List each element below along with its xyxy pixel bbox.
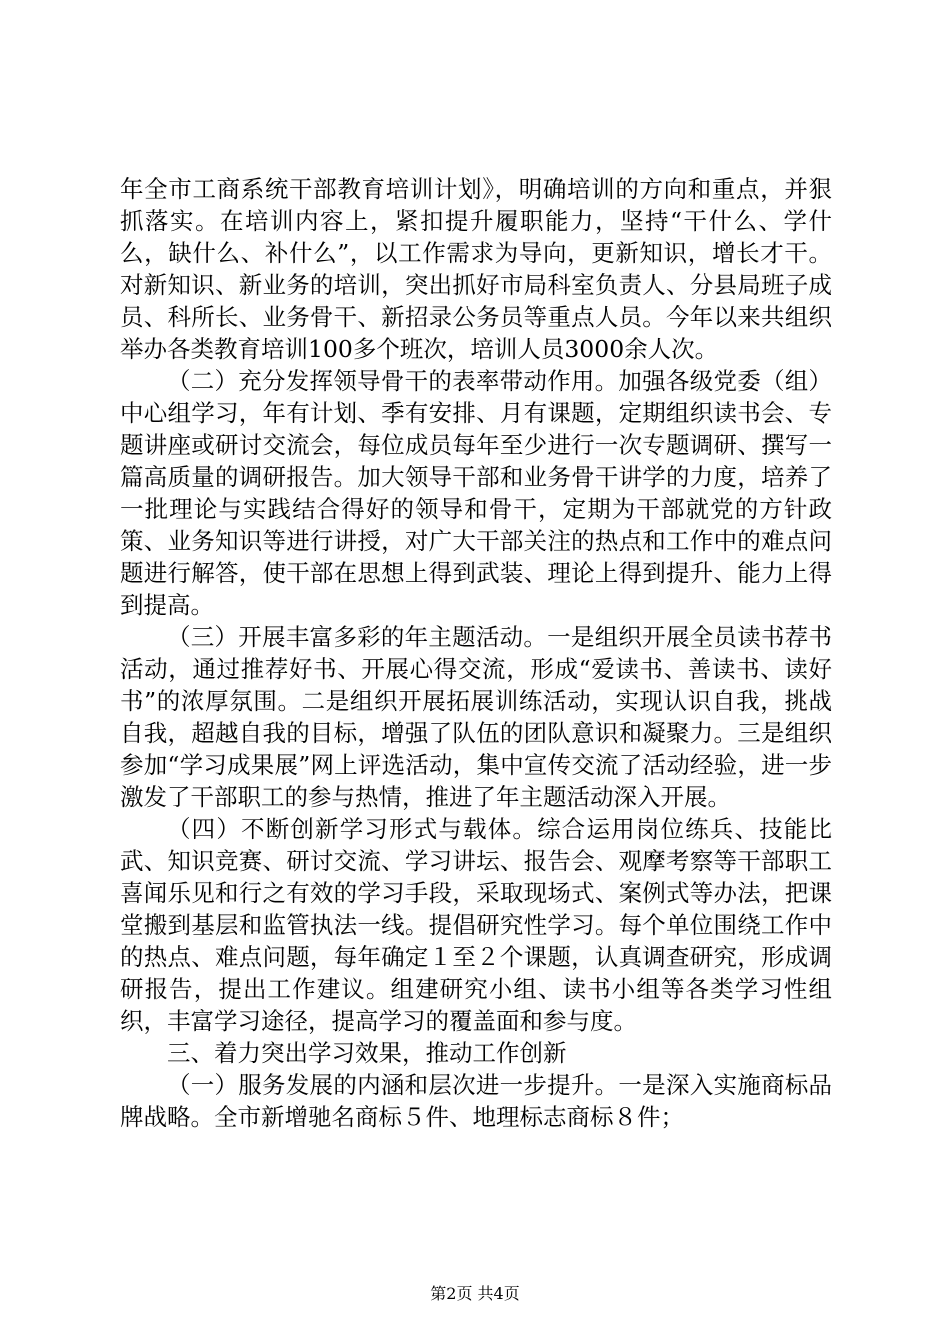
paragraph-section-4: （四）不断创新学习形式与载体。综合运用岗位练兵、技能比武、知识竞赛、研讨交流、学习讲坛、报告会、观摩考察等干部职工喜闻乐见和行之有效的学习手段，采取现场式、案例式等办法，把课堂搬到基层和监管执法一线。提倡研究性学习。每个单位围绕工作中的热点、难点问题，每年确定１至２个课题，认真调查研究，形成调研报告，提出工作建议。组建研究小组、读书小组等各类学习性组织，丰富学习途径，提高学习的覆盖面和参与度。 <box>120 815 832 1035</box>
document-body <box>120 173 832 1133</box>
page-footer: 第2页 共4页 <box>430 1284 520 1303</box>
section-heading: 三、着力突出学习效果，推动工作创新 <box>167 1039 567 1067</box>
paragraph-subsection-1: （一）服务发展的内涵和层次进一步提升。一是深入实施商标品牌战略。全市新增驰名商标５件、地理标志商标８件； <box>120 1071 832 1131</box>
paragraph-section-3: （三）开展丰富多彩的年主题活动。一是组织开展全员读书荐书活动，通过推荐好书、开展心得交流，形成“爱读书、善读书、读好书”的浓厚氛围。二是组织开展拓展训练活动，实现认识自我，挑战自我，超越自我的目标，增强了队伍的团队意识和凝聚力。三是组织参加“学习成果展”网上评选活动，集中宣传交流了活动经验，进一步激发了干部职工的参与热情，推进了年主题活动深入开展。 <box>120 623 832 811</box>
paragraph-section-2: （二）充分发挥领导骨干的表率带动作用。加强各级党委（组）中心组学习，年有计划、季有安排、月有课题，定期组织读书会、专题讲座或研讨交流会，每位成员每年至少进行一次专题调研、撰写一篇高质量的调研报告。加大领导干部和业务骨干讲学的力度，培养了一批理论与实践结合得好的领导和骨干，定期为干部就党的方针政策、业务知识等进行讲授，对广大干部关注的热点和工作中的难点问题进行解答，使干部在思想上得到武装、理论上得到提升、能力上得到提高。 <box>120 367 832 619</box>
paragraph-continuation: 年全市工商系统干部教育培训计划》，明确培训的方向和重点，并狠抓落实。在培训内容上，紧扣提升履职能力，坚持“干什么、学什么，缺什么、补什么”，以工作需求为导向，更新知识，增长才干。对新知识、新业务的培训，突出抓好市局科室负责人、分县局班子成员、科所长、业务骨干、新招录公务员等重点人员。今年以来共组织举办各类教育培训100多个班次，培训人员3000余人次。 <box>120 175 832 363</box>
